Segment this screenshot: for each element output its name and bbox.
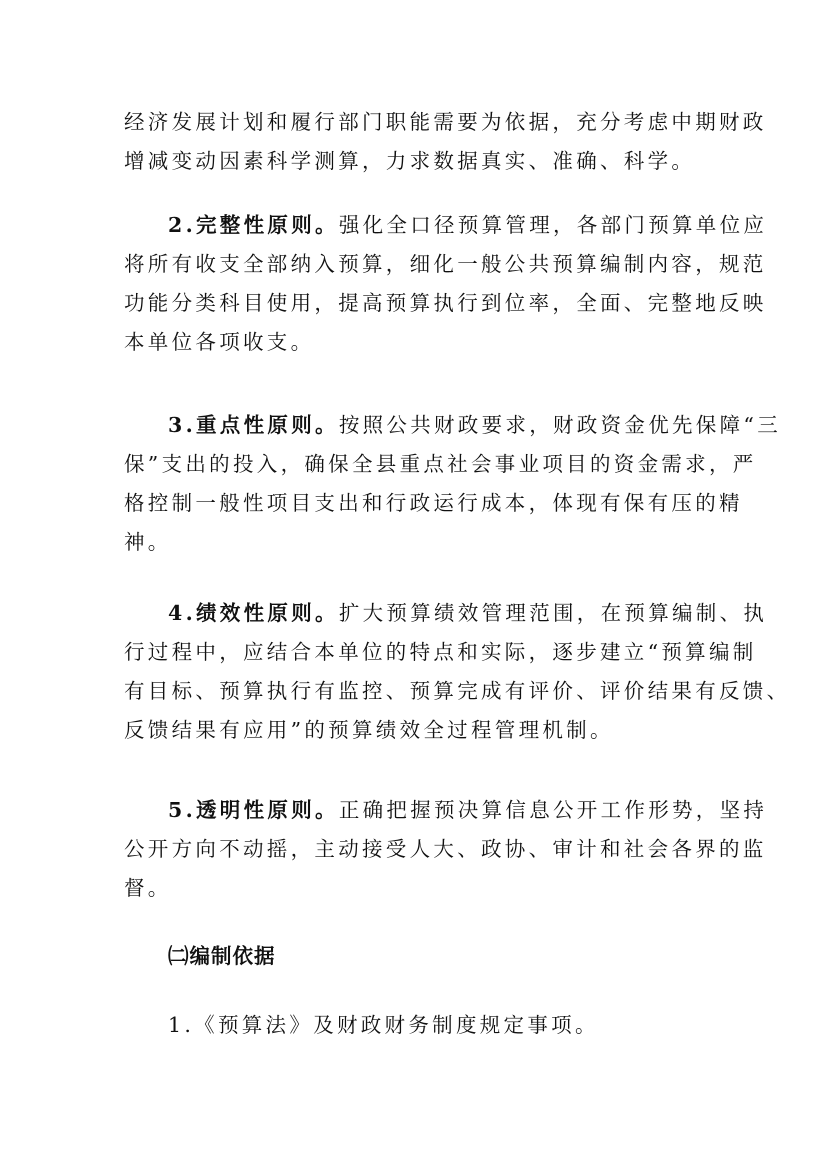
- text-line: 格控制一般性项目支出和行政运行成本，体现有保有压的精: [124, 491, 743, 515]
- text-line: 有目标、预算执行有监控、预算完成有评价、评价结果有反馈、: [124, 679, 791, 703]
- text-line: 增减变动因素科学测算，力求数据真实、准确、科学。: [124, 149, 696, 173]
- text-line: 本单位各项收支。: [124, 330, 315, 354]
- text-line: 保”支出的投入，确保全县重点社会事业项目的资金需求，严: [124, 452, 757, 476]
- principle-heading: 3.重点性原则。: [168, 413, 339, 437]
- text-line: 公开方向不动摇，主动接受人大、政协、审计和社会各界的监: [124, 837, 767, 861]
- text-fragment: 强化全口径预算管理，各部门预算单位应: [338, 213, 768, 237]
- principle-priority: [124, 406, 781, 562]
- section-heading: ㈡编制依据: [168, 944, 276, 968]
- principle-performance: [124, 594, 791, 750]
- principle-heading: 4.绩效性原则。: [168, 601, 339, 625]
- text-fragment: 扩大预算绩效管理范围，在预算编制、执: [338, 601, 768, 625]
- text-line: 功能分类科目使用，提高预算执行到位率，全面、完整地反映: [124, 291, 767, 315]
- text-line: [124, 791, 768, 830]
- text-line: 1.《预算法》及财政财务制度规定事项。: [168, 1013, 599, 1037]
- principle-transparency: [124, 791, 768, 908]
- principle-heading: 2.完整性原则。: [168, 213, 339, 237]
- basis-item: [168, 1006, 714, 1045]
- text-line: 行过程中，应结合本单位的特点和实际，逐步建立“预算编制: [124, 640, 757, 664]
- text-line: 经济发展计划和履行部门职能需要为依据，充分考虑中期财政: [124, 110, 767, 134]
- text-line: 将所有收支全部纳入预算，细化一般公共预算编制内容，规范: [124, 252, 767, 276]
- text-line: 神。: [124, 530, 172, 554]
- principle-heading: 5.透明性原则。: [168, 798, 339, 822]
- paragraph-continuation: [124, 103, 767, 181]
- text-line: [124, 406, 781, 445]
- text-line: 督。: [124, 876, 172, 900]
- principle-completeness: [124, 206, 768, 362]
- text-fragment: 正确把握预决算信息公开工作形势，坚持: [338, 798, 768, 822]
- text-line: 反馈结果有应用”的预算绩效全过程管理机制。: [124, 718, 614, 742]
- text-line: [124, 206, 768, 245]
- text-fragment: 按照公共财政要求，财政资金优先保障“三: [338, 413, 781, 437]
- text-line: [124, 594, 768, 633]
